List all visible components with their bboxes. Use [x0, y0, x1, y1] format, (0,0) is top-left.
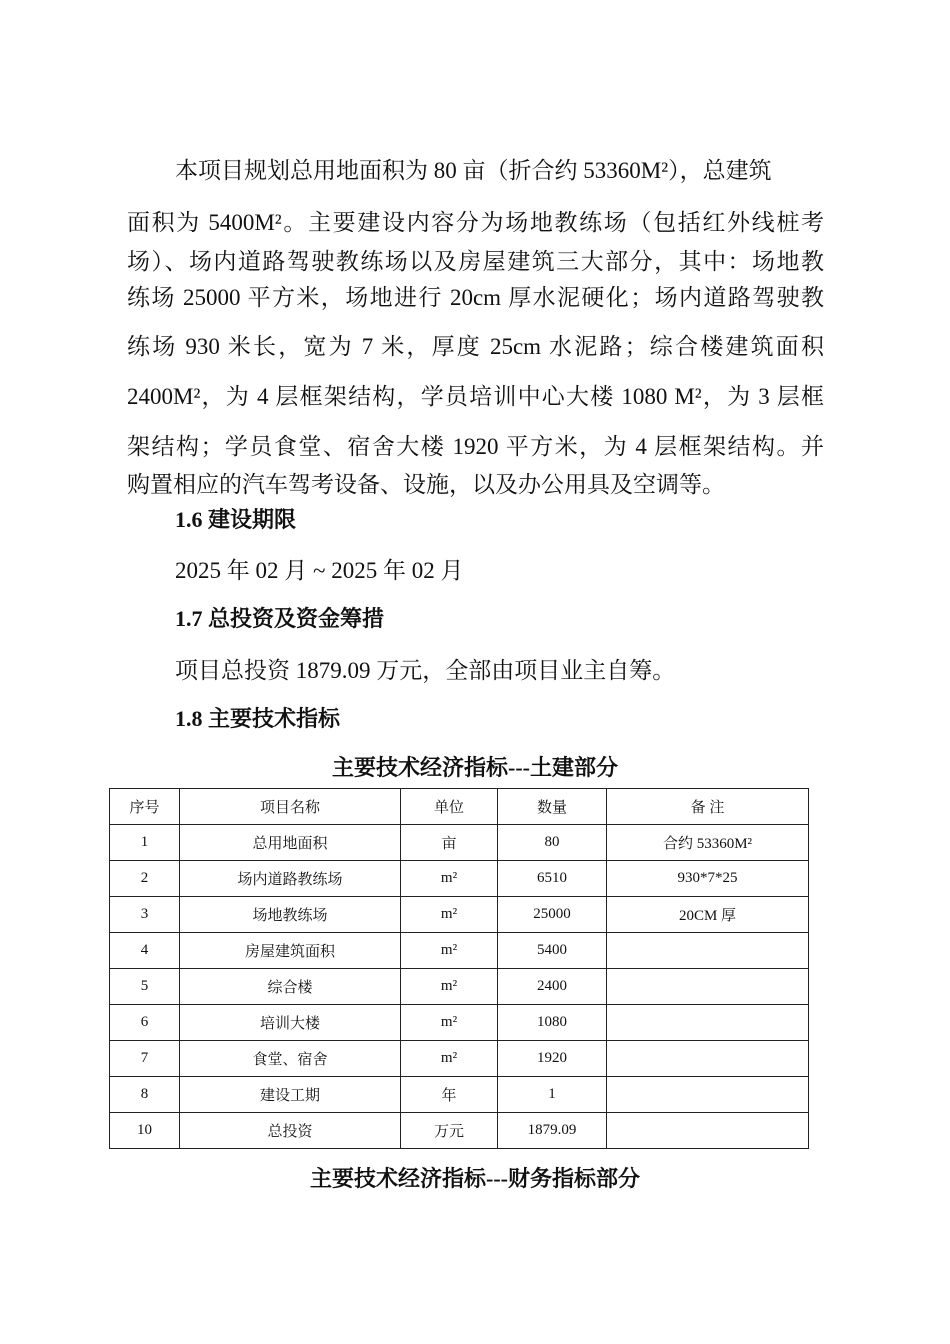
paragraph-line: 购置相应的汽车驾考设备、设施，以及办公用具及空调等。	[127, 472, 725, 497]
table-cell: 2	[110, 861, 180, 897]
table-cell: 万元	[401, 1113, 498, 1149]
table-cell: 80	[498, 825, 607, 861]
header-cell: 序号	[110, 789, 180, 825]
table-cell	[607, 969, 809, 1005]
table-row	[110, 861, 809, 897]
paragraph-line: 本项目规划总用地面积为 80 亩（折合约 53360M²），总建筑	[175, 158, 772, 183]
paragraph-line: 2400M²，为 4 层框架结构，学员培训中心大楼 1080 M²，为 3 层框	[127, 384, 824, 409]
header-cell: 数量	[498, 789, 607, 825]
table-cell	[607, 1077, 809, 1113]
table-cell: 合约 53360M²	[607, 825, 809, 861]
table-cell: 场地教练场	[180, 897, 401, 933]
table-cell: 1	[110, 825, 180, 861]
paragraph-line: 架结构；学员食堂、宿舍大楼 1920 平方米，为 4 层框架结构。并	[127, 434, 824, 459]
table-cell: 场内道路教练场	[180, 861, 401, 897]
table-cell: 1879.09	[498, 1113, 607, 1149]
table-cell: 食堂、宿舍	[180, 1041, 401, 1077]
table-row	[110, 1113, 809, 1149]
table-cell: m²	[401, 1041, 498, 1077]
table-row	[110, 933, 809, 969]
table-cell: 建设工期	[180, 1077, 401, 1113]
table-cell: 总用地面积	[180, 825, 401, 861]
table-row	[110, 1005, 809, 1041]
table-cell: 亩	[401, 825, 498, 861]
paragraph-line: 场）、场内道路驾驶教练场以及房屋建筑三大部分，其中：场地教	[127, 249, 824, 274]
table-cell: 1080	[498, 1005, 607, 1041]
table-cell: 房屋建筑面积	[180, 933, 401, 969]
table-title: 主要技术经济指标---土建部分	[332, 755, 618, 780]
indicators-heading: 1.8 主要技术指标	[175, 706, 341, 731]
table-cell: m²	[401, 969, 498, 1005]
table-cell: 1920	[498, 1041, 607, 1077]
table-cell: 5	[110, 969, 180, 1005]
table-cell: 4	[110, 933, 180, 969]
table-cell: 930*7*25	[607, 861, 809, 897]
table-row	[110, 897, 809, 933]
paragraph-line: 练场 25000 平方米，场地进行 20cm 厚水泥硬化；场内道路驾驶教	[127, 285, 824, 310]
table-cell: 培训大楼	[180, 1005, 401, 1041]
table-cell: 6	[110, 1005, 180, 1041]
table-cell: 5400	[498, 933, 607, 969]
header-cell: 项目名称	[180, 789, 401, 825]
table-cell: 6510	[498, 861, 607, 897]
table-cell: m²	[401, 861, 498, 897]
header-cell: 备 注	[607, 789, 809, 825]
table-cell: 20CM 厚	[607, 897, 809, 933]
table-cell: 1	[498, 1077, 607, 1113]
paragraph-line: 练场 930 米长，宽为 7 米，厚度 25cm 水泥路；综合楼建筑面积	[127, 334, 824, 359]
table-cell: m²	[401, 933, 498, 969]
table-cell: 3	[110, 897, 180, 933]
table-cell: 10	[110, 1113, 180, 1149]
paragraph-line: 面积为 5400M²。主要建设内容分为场地教练场（包括红外线桩考	[127, 210, 824, 235]
indicators-table	[109, 788, 809, 1149]
investment-text: 项目总投资 1879.09 万元，全部由项目业主自筹。	[175, 658, 676, 683]
header-cell: 单位	[401, 789, 498, 825]
table-cell: m²	[401, 1005, 498, 1041]
table-cell: 8	[110, 1077, 180, 1113]
table-cell: 年	[401, 1077, 498, 1113]
table-cell	[607, 1113, 809, 1149]
table-cell: 25000	[498, 897, 607, 933]
table-cell: 总投资	[180, 1113, 401, 1149]
investment-heading: 1.7 总投资及资金筹措	[175, 606, 385, 631]
table-cell	[607, 933, 809, 969]
table-row	[110, 1041, 809, 1077]
table-cell: 2400	[498, 969, 607, 1005]
table-cell: 综合楼	[180, 969, 401, 1005]
table-row	[110, 969, 809, 1005]
period-text: 2025 年 02 月 ~ 2025 年 02 月	[175, 558, 464, 583]
table-row	[110, 1077, 809, 1113]
table-cell: m²	[401, 897, 498, 933]
period-heading: 1.6 建设期限	[175, 507, 297, 532]
table-row	[110, 825, 809, 861]
table-header-row	[110, 789, 809, 825]
table-cell	[607, 1005, 809, 1041]
table-cell: 7	[110, 1041, 180, 1077]
next-table-title: 主要技术经济指标---财务指标部分	[310, 1166, 640, 1191]
table-cell	[607, 1041, 809, 1077]
